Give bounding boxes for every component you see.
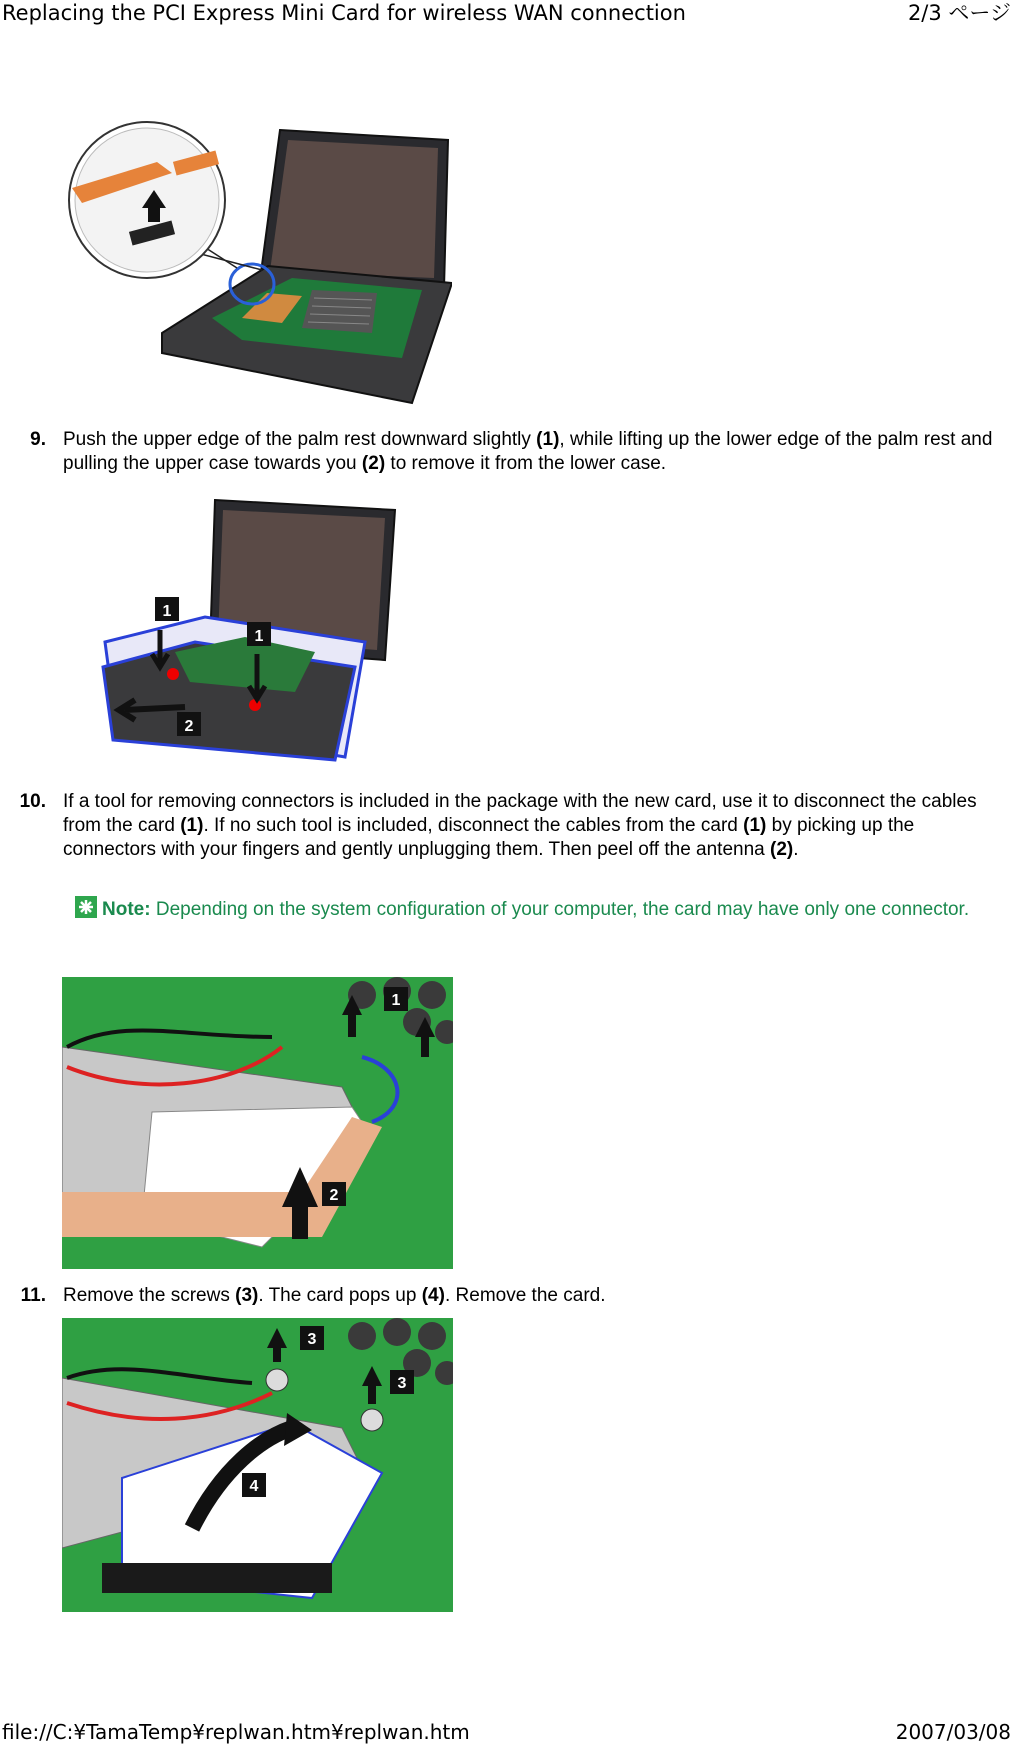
callout-label: 3 xyxy=(397,1375,407,1392)
step-text-segment: . Remove the card. xyxy=(444,1285,606,1306)
step-text-segment: If a tool for removing connectors is included in the package with the new card, use it to disconnect the cables from the card xyxy=(63,791,977,836)
step-ref: (1) xyxy=(743,815,767,836)
step-number: 10. xyxy=(19,791,46,812)
footer-date: 2007/03/08 xyxy=(895,1720,1011,1744)
page-header xyxy=(0,0,1013,26)
step-ref: (4) xyxy=(421,1285,445,1306)
footer-file-path: file://C:¥TamaTemp¥replwan.htm¥replwan.htm xyxy=(2,1720,470,1744)
callout-label: 4 xyxy=(249,1478,259,1495)
figure-laptop-cable-inset xyxy=(62,118,452,408)
step-ref: (3) xyxy=(235,1285,259,1306)
step-text-segment: to remove it from the lower case. xyxy=(385,453,667,474)
step-number: 9. xyxy=(30,429,46,450)
callout-label: 2 xyxy=(329,1187,339,1204)
callout-label: 3 xyxy=(307,1331,317,1348)
figure-remove-card xyxy=(62,1318,453,1612)
step-text-segment: , while lifting up the lower edge of the palm rest and pulling the upper case towards you xyxy=(63,429,993,474)
callout-label: 1 xyxy=(391,992,401,1009)
step-text-segment: Remove the screws xyxy=(63,1285,236,1306)
note-label: Note: xyxy=(102,899,151,920)
step-ref: (1) xyxy=(536,429,560,450)
figure-disconnect-cables xyxy=(62,977,453,1269)
step-ref: (1) xyxy=(180,815,204,836)
step-ref: (2) xyxy=(361,453,386,474)
figure-palm-rest-removal xyxy=(95,492,405,772)
step-text xyxy=(63,428,1003,476)
header-title: Replacing the PCI Express Mini Card for wireless WAN connection xyxy=(2,1,686,25)
step-text-segment: by picking up the connectors with your fingers and gently unplugging them. Then peel off the antenna xyxy=(63,815,915,860)
note-icon xyxy=(75,896,97,918)
step-text-segment: . If no such tool is included, disconnect the cables from the card xyxy=(203,815,744,836)
page-footer xyxy=(0,1719,1013,1745)
step-text-segment: . xyxy=(793,839,799,860)
step-text xyxy=(63,790,1003,862)
callout-label: 2 xyxy=(184,718,194,735)
note-text: Depending on the system configuration of your computer, the card may have only one connector. xyxy=(150,899,970,920)
callout-label: 1 xyxy=(254,628,264,645)
callout-label: 1 xyxy=(162,603,172,620)
header-page-number: 2/3 ページ xyxy=(907,1,1011,25)
step-text-segment: Push the upper edge of the palm rest downward slightly xyxy=(63,429,537,450)
step-number: 11. xyxy=(20,1285,46,1306)
step-ref: (2) xyxy=(770,839,794,860)
step-text-segment: . The card pops up xyxy=(258,1285,422,1306)
step-text xyxy=(63,1284,1003,1308)
note-box xyxy=(75,896,985,922)
